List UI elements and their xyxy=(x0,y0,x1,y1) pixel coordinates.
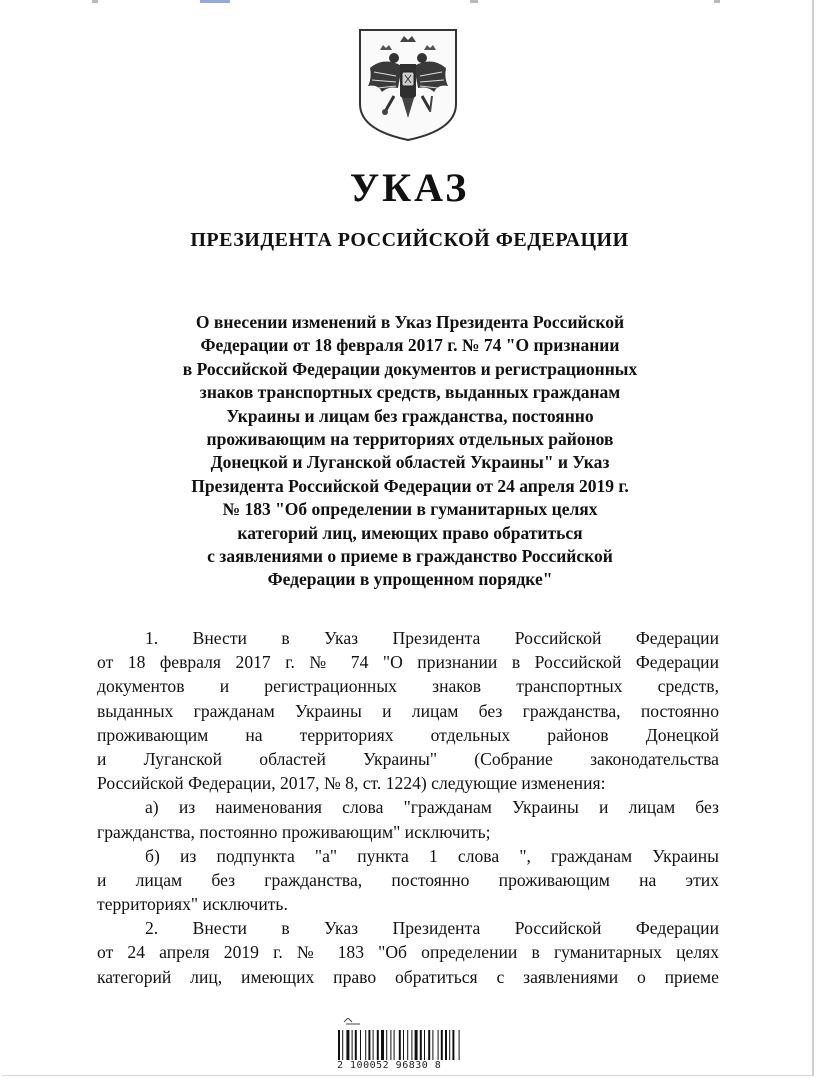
barcode-bar xyxy=(394,1030,395,1060)
body-line: 1. Внести в Указ Президента Российской Федерации xyxy=(145,628,719,648)
barcode-bar xyxy=(411,1030,412,1060)
heading-line: Украины и лицам без гражданства, постоянно xyxy=(226,405,594,426)
barcode-bar xyxy=(420,1030,422,1060)
barcode-bar xyxy=(386,1030,387,1060)
barcode-bar xyxy=(390,1030,391,1060)
barcode-bar xyxy=(452,1030,454,1060)
body-line: категорий лиц, имеющих право обратиться с заявлениями о приеме xyxy=(97,966,719,987)
body-line: от 24 апреля 2019 г. № 183 "Об определении в гуманитарных целях xyxy=(97,942,719,963)
body-line: документов и регистрационных знаков транспортных средств, xyxy=(97,676,719,697)
barcode-bar xyxy=(365,1030,366,1060)
barcode-bar xyxy=(407,1030,408,1060)
barcode-bar xyxy=(368,1030,370,1060)
body-line: от 18 февраля 2017 г. № 74 "О признании в Российской Федерации xyxy=(97,652,719,673)
barcode-bar xyxy=(399,1030,401,1060)
heading-line: Донецкой и Луганской областей Украины" и Указ xyxy=(210,452,610,473)
barcode-bar xyxy=(346,1030,349,1060)
barcode-bar xyxy=(355,1030,357,1060)
decree-heading xyxy=(100,311,720,592)
body-line: 2. Внести в Указ Президента Российской Федерации xyxy=(145,918,719,939)
heading-line: с заявлениями о приеме в гражданство Российской xyxy=(207,546,613,567)
barcode-bar xyxy=(403,1030,404,1060)
heading-line: в Российской Федерации документов и регистрационных xyxy=(182,358,638,379)
barcode-bar xyxy=(342,1030,343,1060)
barcode-bar xyxy=(381,1030,384,1060)
barcode-bar xyxy=(352,1030,353,1060)
document-subtitle: ПРЕЗИДЕНТА РОССИЙСКОЙ ФЕДЕРАЦИИ xyxy=(190,229,629,251)
body-line: б) из подпункта "а" пункта 1 слова ", гражданам Украины xyxy=(145,845,719,866)
body-line: территориях" исключить. xyxy=(97,894,288,915)
barcode-bar xyxy=(338,1030,340,1060)
barcode-bar xyxy=(441,1030,443,1060)
body-line: и лицам без гражданства, постоянно проживающим на этих xyxy=(97,869,719,890)
body-line: и Луганской областей Украины" (Собрание законодательства xyxy=(97,748,719,769)
heading-line: проживающим на территориях отдельных районов xyxy=(206,429,614,450)
body-line: а) из наименования слова "гражданам Украины и лицам без xyxy=(145,797,719,818)
barcode-bar xyxy=(428,1030,430,1060)
barcode-bar xyxy=(373,1030,374,1060)
heading-line: № 183 "Об определении в гуманитарных целях xyxy=(222,499,598,520)
barcode-bar xyxy=(445,1030,447,1060)
top-scan-marks xyxy=(0,0,819,6)
body-line: Российской Федерации, 2017, № 8, ст. 1224) следующие изменения: xyxy=(97,773,606,794)
barcode-bar xyxy=(438,1030,439,1060)
document-title: УКАЗ xyxy=(349,165,470,210)
barcode-bar xyxy=(360,1030,361,1060)
barcode-number: 2 100052 96830 8 xyxy=(337,1060,442,1071)
state-emblem-icon xyxy=(356,26,460,142)
barcode-bar xyxy=(459,1030,460,1060)
barcode-bar xyxy=(377,1030,379,1060)
heading-line: О внесении изменений в Указ Президента Российской xyxy=(195,312,625,332)
heading-line: категорий лиц, имеющих право обратиться xyxy=(237,522,583,543)
decree-body xyxy=(97,626,719,989)
body-line: гражданства, постоянно проживающим" исключить; xyxy=(97,821,491,842)
barcode-bar xyxy=(424,1030,425,1060)
heading-line: Федерации в упрощенном порядке" xyxy=(267,569,553,590)
heading-line: Федерации от 18 февраля 2017 г. № 74 "О признании xyxy=(200,335,620,356)
barcode-bar xyxy=(449,1030,450,1060)
barcode-bar xyxy=(415,1030,418,1060)
heading-line: Президента Российской Федерации от 24 апреля 2019 г. xyxy=(191,475,629,496)
body-line: выданных гражданам Украины и лицам без гражданства, постоянно xyxy=(97,700,719,721)
body-line: проживающим на территориях отдельных районов Донецкой xyxy=(97,724,719,745)
barcode-bar xyxy=(432,1030,433,1060)
heading-line: знаков транспортных средств, выданных гражданам xyxy=(199,382,621,403)
